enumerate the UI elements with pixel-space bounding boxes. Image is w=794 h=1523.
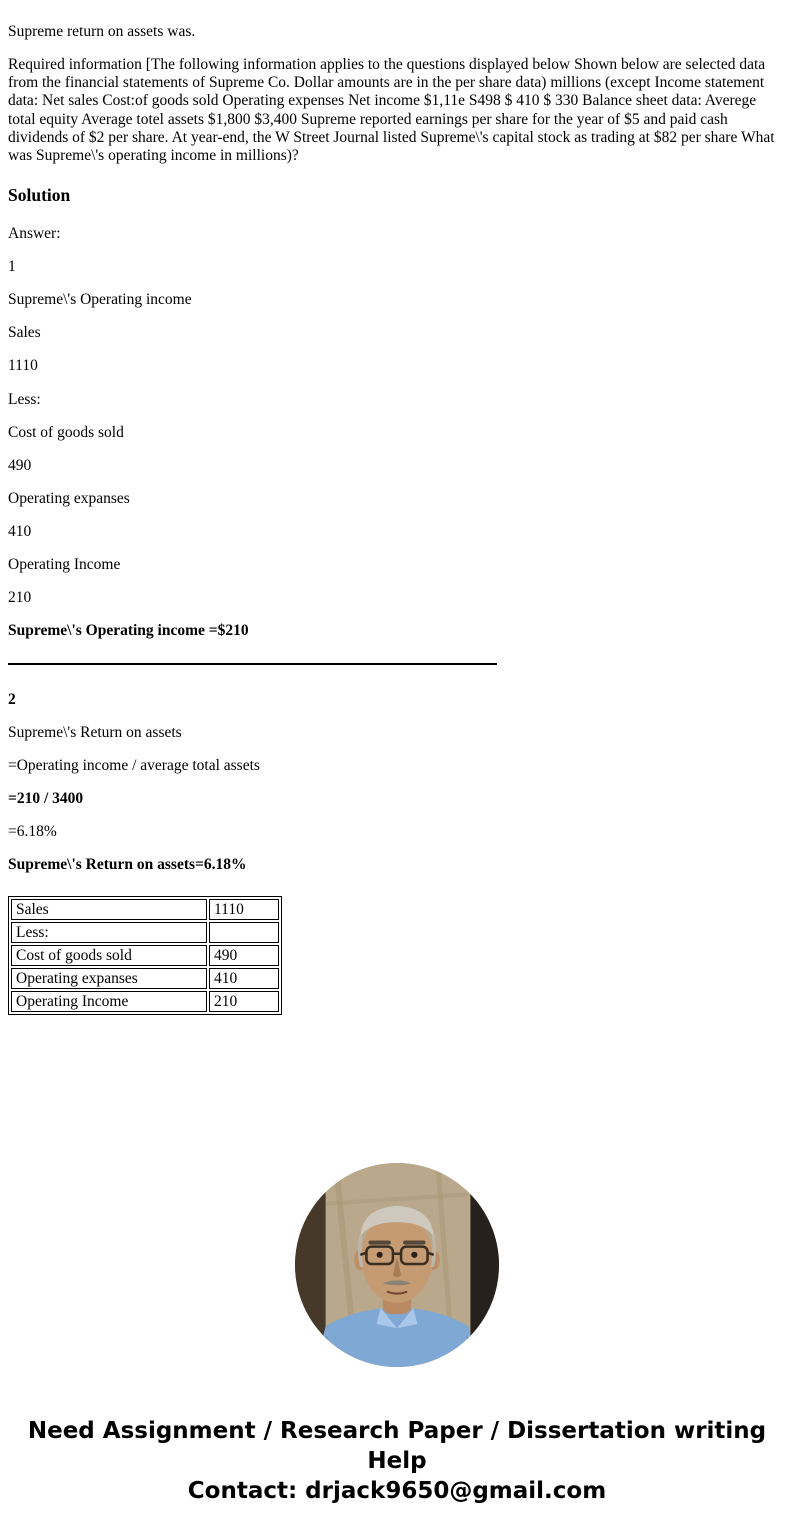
part1-line-cogs-value: 490 <box>8 456 32 474</box>
part1-line-opex: Operating expanses <box>8 489 130 507</box>
part1-line-cogs: Cost of goods sold <box>8 423 124 441</box>
table-row <box>11 945 279 966</box>
solution-heading: Solution <box>8 184 71 205</box>
footer-promo <box>8 1417 786 1507</box>
part2-percent: =6.18% <box>8 823 57 840</box>
table-cell-label: Operating Income <box>11 991 207 1012</box>
table-cell-label: Cost of goods sold <box>11 945 207 966</box>
part1-line-operating-income: Supreme\'s Operating income <box>8 291 192 309</box>
part2-result: Supreme\'s Return on assets=6.18% <box>8 856 247 874</box>
answer-label: Answer: <box>8 224 61 242</box>
part2-line-formula: =Operating income / average total assets <box>8 756 260 774</box>
table-cell-label: Operating expanses <box>11 968 207 989</box>
table-row <box>11 899 279 920</box>
summary-table <box>8 896 282 1015</box>
footer-help-text: Need Assignment / Research Paper / Dissertation writing Help <box>27 1418 767 1475</box>
table-cell-value: 490 <box>209 945 279 966</box>
part1-line-sales-value: 1110 <box>8 357 38 375</box>
required-information-paragraph: Required information [The following information applies to the questions displayed below Shown below are selected data from the financial statements of Supreme Co. Dollar amounts are in the per share data) millions (except Income statement data: Net sales Cost:of goods sold Operating expenses Net income $1,11e S498 $ 410 $ 330 Balance sheet data: Averege total equity Average totel assets $1,800 $3,400 Supreme reported earnings per share for the year of $5 and paid cash dividends of $2 per share. At year-end, the W Street Journal listed Supreme\'s capital stock as trading at $82 per share What was Supreme\'s operating income in millions)? <box>8 56 775 164</box>
section-divider <box>8 663 497 665</box>
table-cell-value: 210 <box>209 991 279 1012</box>
part1-line-opincome-value: 210 <box>8 589 32 607</box>
question-title: Supreme return on assets was. <box>8 23 196 40</box>
table-cell-value: 410 <box>209 968 279 989</box>
part1-line-less: Less: <box>8 390 41 408</box>
part1-result: Supreme\'s Operating income =$210 <box>8 622 249 640</box>
part2-calc: =210 / 3400 <box>8 789 84 807</box>
person-portrait-icon <box>295 1163 499 1367</box>
table-cell-value: 1110 <box>209 899 279 920</box>
table-cell-label: Less: <box>11 922 207 943</box>
part1-line-opincome: Operating Income <box>8 556 121 574</box>
part2-number: 2 <box>8 690 16 708</box>
footer-contact-email: Contact: drjack9650@gmail.com <box>187 1478 607 1505</box>
table-row <box>11 968 279 989</box>
table-row <box>11 922 279 943</box>
table-cell-label: Sales <box>11 899 207 920</box>
part2-line-return-on-assets: Supreme\'s Return on assets <box>8 723 182 741</box>
part1-line-sales: Sales <box>8 324 41 342</box>
table-row <box>11 991 279 1012</box>
part1-line-opex-value: 410 <box>8 523 32 540</box>
table-cell-value <box>209 922 279 943</box>
part1-number: 1 <box>8 258 16 275</box>
tutor-avatar <box>295 1163 499 1367</box>
